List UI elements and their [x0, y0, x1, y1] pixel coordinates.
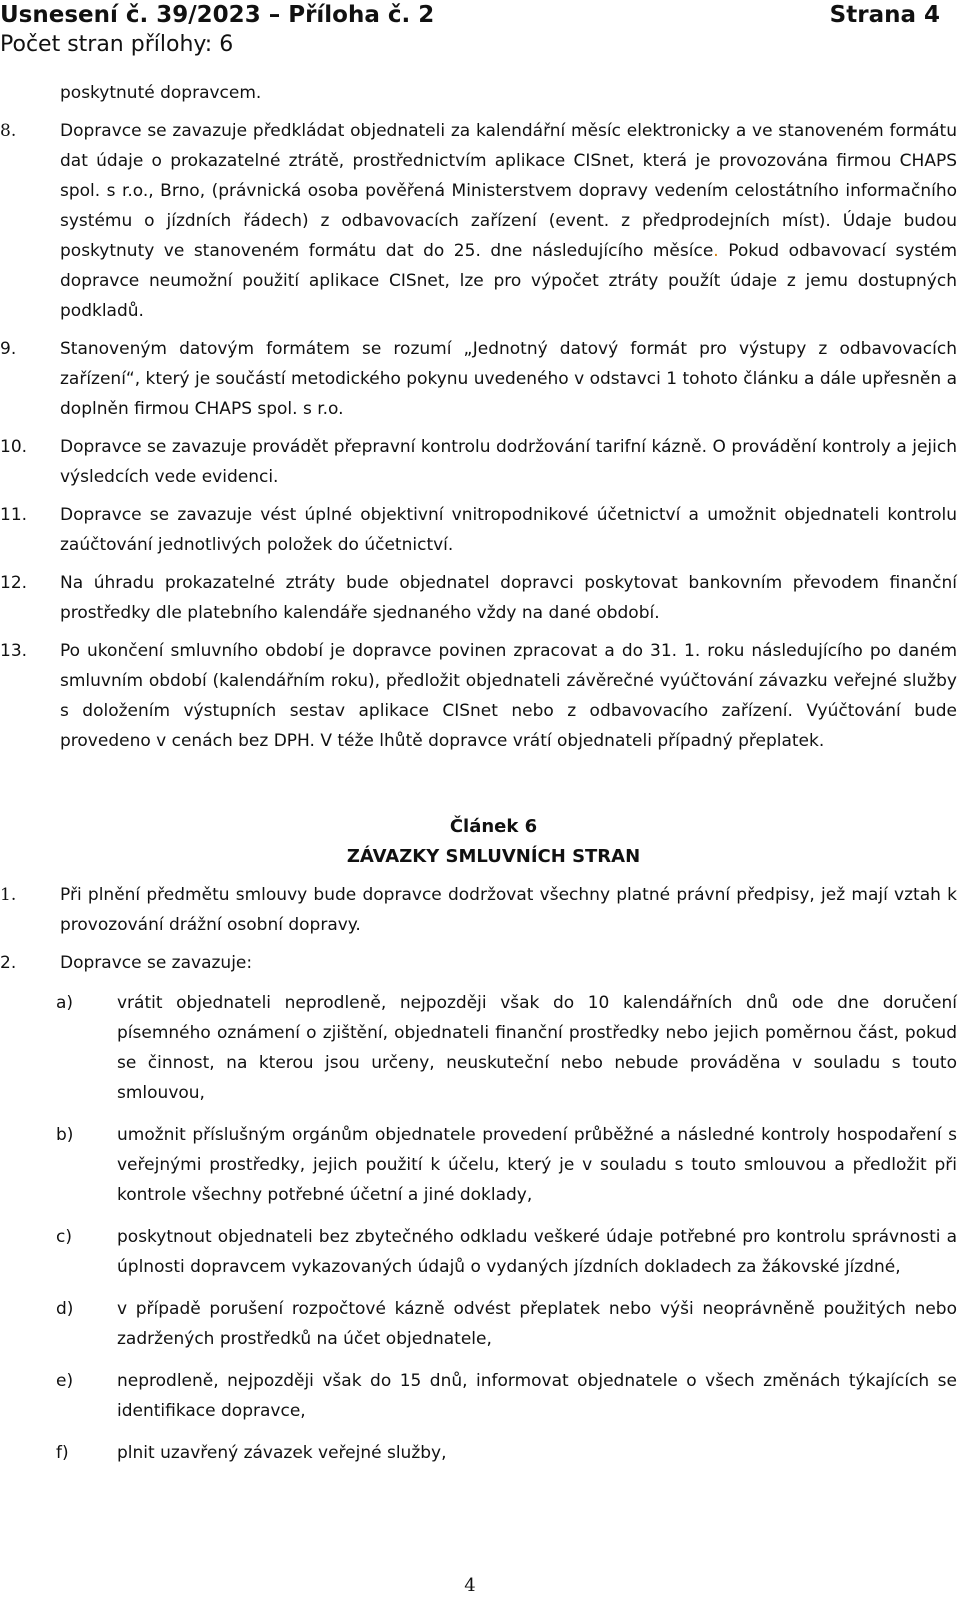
item-number: 8.: [0, 121, 17, 141]
sub-item-b: [0, 1120, 957, 1210]
item-number: 12.: [0, 573, 28, 593]
item-number: 9.: [0, 339, 17, 359]
article-number: Článek 6: [449, 816, 538, 837]
list-item-12: [0, 568, 957, 628]
sub-item-letter: d): [56, 1299, 74, 1319]
article-item-1: [0, 880, 957, 940]
document-body: [0, 78, 957, 1480]
sub-item-text: plnit uzavřený závazek veřejné služby,: [117, 1443, 447, 1463]
obligations-list: [0, 988, 957, 1468]
sub-item-letter: a): [56, 993, 74, 1013]
item-text: Dopravce se zavazuje:: [60, 953, 253, 973]
item-text: Dopravce se zavazuje vést úplné objektivní vnitropodnikové účetnictví a umožnit objednateli kontrolu zaúčtování jednotlivých položek do účetnictví.: [60, 505, 957, 555]
sub-item-text: poskytnout objednateli bez zbytečného odkladu veškeré údaje potřebné pro kontrolu správnosti a úplnosti dopravcem vykazovaných údajů o vydaných jízdních dokladech za žákovské jízdné,: [117, 1227, 957, 1277]
item-text: Dopravce se zavazuje předkládat objednateli za kalendářní měsíc elektronicky a ve stanoveném formátu dat údaje o prokazatelné ztrátě, prostřednictvím aplikace CISnet, která je provozována firmou CHAPS spol. s r.o., Brno, (právnická osoba pověřená Ministerstvem dopravy vedením celostátního informačního systému o jízdních řádech) z odbavovacích zařízení (event. z předprodejních míst). Údaje budou poskytnuty ve stanoveném formátu dat do 25. dne následujícího měsíce. Pokud odbavovací systém dopravce neumožní použití aplikace CISnet, lze pro výpočet ztráty použít údaje z jemu dostupných podkladů.: [60, 121, 957, 321]
sub-item-e: [0, 1366, 957, 1426]
item-number: 2.: [0, 953, 17, 973]
item-text: Na úhradu prokazatelné ztráty bude objednatel dopravci poskytovat bankovním převodem finanční prostředky dle platebního kalendáře sjednaného vždy na dané období.: [60, 573, 957, 623]
sub-item-text: umožnit příslušným orgánům objednatele provedení průběžné a následné kontroly hospodaření s veřejnými prostředky, jejich použití k účelu, který je v souladu s touto smlouvou a předložit při kontrole všechny potřebné účetní a jiné doklady,: [117, 1125, 957, 1205]
item-text: Dopravce se zavazuje provádět přepravní kontrolu dodržování tarifní kázně. O provádění kontroly a jejich výsledcích vede evidenci.: [60, 437, 957, 487]
attachment-page-count: Počet stran přílohy: 6: [0, 32, 234, 57]
sub-item-letter: f): [56, 1443, 69, 1463]
item-text: Při plnění předmětu smlouvy bude dopravce dodržovat všechny platné právní předpisy, jež mají vztah k provozování drážní osobní dopravy.: [60, 885, 957, 935]
page-label: Strana 4: [829, 2, 940, 28]
item-number: 13.: [0, 641, 28, 661]
page-number: 4: [464, 1575, 476, 1596]
item-text: Po ukončení smluvního období je dopravce povinen zpracovat a do 31. 1. roku následujícího po daném smluvním období (kalendářním roku), předložit objednateli závěrečné vyúčtování závazku veřejné služby s doložením výstupních sestav aplikace CISnet nebo z odbavovacího zařízení. Vyúčtování bude provedeno v cenách bez DPH. V téže lhůtě dopravce vrátí objednateli případný přeplatek.: [60, 641, 957, 751]
sub-item-a: [0, 988, 957, 1108]
sub-item-text: vrátit objednateli neprodleně, nejpozději však do 10 kalendářních dnů ode dne doručení písemného oznámení o zjištění, objednateli finanční prostředky nebo jejich poměrnou část, pokud se činnost, na kterou jsou určeny, neuskuteční nebo nebude prováděna v souladu s touto smlouvou,: [117, 993, 957, 1103]
sub-item-c: [0, 1222, 957, 1282]
sub-item-f: [0, 1438, 957, 1468]
item-text: Stanoveným datovým formátem se rozumí „Jednotný datový formát pro výstupy z odbavovacích zařízení“, který je součástí metodického pokynu uvedeného v odstavci 1 tohoto článku a dále upřesněn a doplněn firmou CHAPS spol. s r.o.: [60, 339, 957, 419]
resolution-title: Usnesení č. 39/2023 – Příloha č. 2: [0, 2, 435, 28]
item-number: 1.: [0, 885, 17, 905]
highlighted-period: .: [713, 241, 719, 261]
sub-item-d: [0, 1294, 957, 1354]
sub-item-text: v případě porušení rozpočtové kázně odvést přeplatek nebo výši neoprávněně použitých nebo zadržených prostředků na účet objednatele,: [117, 1299, 957, 1349]
article-heading: [0, 812, 957, 872]
list-item-8: [0, 116, 957, 326]
continued-text: poskytnuté dopravcem.: [60, 83, 262, 103]
sub-item-text: neprodleně, nejpozději však do 15 dnů, informovat objednatele o všech změnách týkajících se identifikace dopravce,: [117, 1371, 957, 1421]
sub-item-letter: e): [56, 1371, 74, 1391]
sub-item-letter: c): [56, 1227, 72, 1247]
article-title: ZÁVAZKY SMLUVNÍCH STRAN: [346, 846, 641, 867]
item-number: 10.: [0, 437, 28, 457]
list-item-10: [0, 432, 957, 492]
list-item-11: [0, 500, 957, 560]
item-number: 11.: [0, 505, 28, 525]
article-item-2: [0, 948, 957, 978]
sub-item-letter: b): [56, 1125, 74, 1145]
list-item-9: [0, 334, 957, 424]
list-item-13: [0, 636, 957, 756]
